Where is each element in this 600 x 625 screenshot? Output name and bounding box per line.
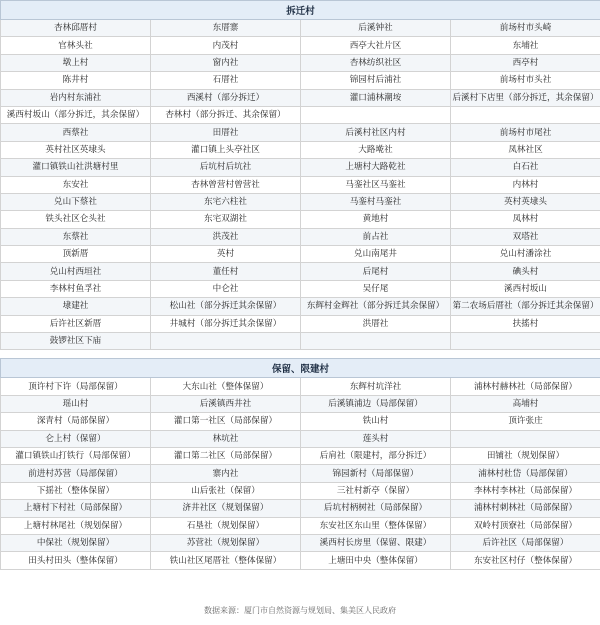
village-cell: 石垦社（规划保留） xyxy=(151,517,301,534)
table-row xyxy=(1,20,600,37)
village-cell: 东安社区村仔（整体保留） xyxy=(451,552,600,569)
village-cell: 后溪村下店里（部分拆迁，其余保留） xyxy=(451,89,600,106)
table-row xyxy=(1,106,600,123)
section-title: 保留、限建村 xyxy=(1,359,600,378)
village-cell: 东安社区东山里（整体保留） xyxy=(301,517,451,534)
table-row xyxy=(1,37,600,54)
village-cell: 顶许村下许（局部保留） xyxy=(1,378,151,395)
village-cell: 墩上村 xyxy=(1,54,151,71)
village-cell: 东厝寨 xyxy=(151,20,301,37)
village-cell: 溪西村长房里（保留、限建） xyxy=(301,534,451,551)
village-cell: 锦园村后浦社 xyxy=(301,72,451,89)
village-cell: 东蔡社 xyxy=(1,228,151,245)
village-table-body xyxy=(1,1,600,570)
village-cell: 高埔村 xyxy=(451,395,600,412)
village-cell: 瑶山村 xyxy=(1,395,151,412)
section-gap xyxy=(1,350,600,359)
village-cell: 林坑社 xyxy=(151,430,301,447)
village-cell: 中仑社 xyxy=(151,280,301,297)
village-cell: 浦林村赫林社（局部保留） xyxy=(451,378,600,395)
table-row xyxy=(1,534,600,551)
village-cell: 窗内社 xyxy=(151,54,301,71)
village-cell xyxy=(301,106,451,123)
village-cell: 田铺社（规划保留） xyxy=(451,447,600,464)
data-source-note: 数据来源：厦门市自然资源与规划局、集美区人民政府 xyxy=(204,606,396,615)
table-row xyxy=(1,430,600,447)
table-row xyxy=(1,378,600,395)
village-cell: 上塘村林尾社（规划保留） xyxy=(1,517,151,534)
village-cell: 寨内社 xyxy=(151,465,301,482)
village-cell: 西溪村（部分拆迁） xyxy=(151,89,301,106)
village-cell: 锦园新村（局部保留） xyxy=(301,465,451,482)
village-cell: 济井社区（规划保留） xyxy=(151,500,301,517)
village-cell: 后许社区（局部保留） xyxy=(451,534,600,551)
village-cell: 东宅六柱社 xyxy=(151,193,301,210)
village-cell: 大东山社（整体保留） xyxy=(151,378,301,395)
table-row xyxy=(1,176,600,193)
village-cell: 李林村李林社（局部保留） xyxy=(451,482,600,499)
village-cell: 深青村（局部保留） xyxy=(1,413,151,430)
village-cell: 白石社 xyxy=(451,159,600,176)
section-header-row xyxy=(1,1,600,20)
table-row xyxy=(1,413,600,430)
village-cell: 马銮社区马銮社 xyxy=(301,176,451,193)
table-row xyxy=(1,193,600,210)
village-cell: 下揺社（整体保留） xyxy=(1,482,151,499)
village-cell: 中保社（规划保留） xyxy=(1,534,151,551)
village-cell: 铁山村 xyxy=(301,413,451,430)
village-cell: 后溪镇西井社 xyxy=(151,395,301,412)
village-cell: 后溪钟社 xyxy=(301,20,451,37)
village-cell: 杏林村（部分拆迁、其余保留） xyxy=(151,106,301,123)
table-row xyxy=(1,141,600,158)
village-cell: 灌口浦林潮垵 xyxy=(301,89,451,106)
village-cell: 东辉村金辉社（部分拆迁其余保留） xyxy=(301,298,451,315)
village-cell: 凤林社区 xyxy=(451,141,600,158)
village-cell: 三社村新亭（保留） xyxy=(301,482,451,499)
village-cell: 顶许张庄 xyxy=(451,413,600,430)
village-cell: 陈井村 xyxy=(1,72,151,89)
village-cell: 灌口镇铁山社洪塘村里 xyxy=(1,159,151,176)
table-row xyxy=(1,54,600,71)
village-cell: 鼓锣社区下庙 xyxy=(1,333,151,350)
section-gap-cell xyxy=(1,350,600,359)
village-cell: 兑山村西垣社 xyxy=(1,263,151,280)
village-cell: 东安社 xyxy=(1,176,151,193)
village-cell: 英村 xyxy=(151,246,301,263)
section-header-row xyxy=(1,359,600,378)
village-cell: 西亭大社片区 xyxy=(301,37,451,54)
village-cell: 灌口第二社区（局部保留） xyxy=(151,447,301,464)
village-cell: 田头村田头（整体保留） xyxy=(1,552,151,569)
table-row xyxy=(1,447,600,464)
village-cell: 前进村苏营（局部保留） xyxy=(1,465,151,482)
table-row xyxy=(1,159,600,176)
village-cell: 浦林村杜岱（局部保留） xyxy=(451,465,600,482)
village-cell xyxy=(451,430,600,447)
village-cell: 上塘村下村社（局部保留） xyxy=(1,500,151,517)
village-cell: 黄地村 xyxy=(301,211,451,228)
village-cell: 后坑村柄树社（局部保留） xyxy=(301,500,451,517)
table-row xyxy=(1,517,600,534)
table-row xyxy=(1,263,600,280)
village-cell: 灌口镇铁山打铁行（局部保留） xyxy=(1,447,151,464)
village-cell: 吴仔尾 xyxy=(301,280,451,297)
village-cell: 莲头村 xyxy=(301,430,451,447)
table-row xyxy=(1,333,600,350)
village-cell: 第二农场后厝社（部分拆迁其余保留） xyxy=(451,298,600,315)
village-cell: 东辉村坑洋社 xyxy=(301,378,451,395)
village-cell: 灌口镇上头亭社区 xyxy=(151,141,301,158)
village-cell xyxy=(151,333,301,350)
village-cell xyxy=(451,106,600,123)
village-cell: 埭建社 xyxy=(1,298,151,315)
village-cell: 前场村市头社 xyxy=(451,72,600,89)
village-cell: 后尾村 xyxy=(301,263,451,280)
village-cell: 马銮村马銮社 xyxy=(301,193,451,210)
village-cell: 后溪村社区内村 xyxy=(301,124,451,141)
village-cell: 西亭村 xyxy=(451,54,600,71)
section-title: 拆迁村 xyxy=(1,1,600,20)
table-row xyxy=(1,395,600,412)
village-cell: 董任村 xyxy=(151,263,301,280)
village-cell: 岩内村东浦社 xyxy=(1,89,151,106)
village-cell: 东埔社 xyxy=(451,37,600,54)
village-cell: 杏林曾营村曾营社 xyxy=(151,176,301,193)
table-row xyxy=(1,500,600,517)
village-cell: 内茂村 xyxy=(151,37,301,54)
village-cell xyxy=(451,333,600,350)
village-cell: 杏林邱厝村 xyxy=(1,20,151,37)
village-cell: 英村英埭头 xyxy=(451,193,600,210)
village-cell: 溪西村坂山（部分拆迁，其余保留） xyxy=(1,106,151,123)
village-cell: 西蔡社 xyxy=(1,124,151,141)
village-cell: 洪厝社 xyxy=(301,315,451,332)
village-cell: 碘头村 xyxy=(451,263,600,280)
table-row xyxy=(1,124,600,141)
village-cell: 大路墘社 xyxy=(301,141,451,158)
village-cell: 官林头社 xyxy=(1,37,151,54)
village-cell: 井城村（部分拆迁其余保留） xyxy=(151,315,301,332)
village-cell: 扶搖村 xyxy=(451,315,600,332)
village-cell: 上塘村大路乾社 xyxy=(301,159,451,176)
village-cell: 李林村鱼孚社 xyxy=(1,280,151,297)
village-cell: 双岭村顶寮社（局部保留） xyxy=(451,517,600,534)
table-row xyxy=(1,246,600,263)
village-cell: 前占社 xyxy=(301,228,451,245)
table-row xyxy=(1,211,600,228)
village-cell: 铁山社区尾厝社（整体保留） xyxy=(151,552,301,569)
village-cell: 松山社（部分拆迁其余保留） xyxy=(151,298,301,315)
village-cell: 内林村 xyxy=(451,176,600,193)
table-row xyxy=(1,465,600,482)
village-cell: 石厝社 xyxy=(151,72,301,89)
village-cell: 铁头社区仑头社 xyxy=(1,211,151,228)
table-row xyxy=(1,298,600,315)
village-cell: 后溪镇浦边（局部保留） xyxy=(301,395,451,412)
village-cell: 兑山村潘涂社 xyxy=(451,246,600,263)
table-row xyxy=(1,482,600,499)
village-cell: 浦林村刺林社（局部保留） xyxy=(451,500,600,517)
village-cell: 双塔社 xyxy=(451,228,600,245)
village-cell: 溪西村坂山 xyxy=(451,280,600,297)
village-cell: 凤林村 xyxy=(451,211,600,228)
village-cell: 前场村市头崎 xyxy=(451,20,600,37)
village-cell: 灌口第一社区（局部保留） xyxy=(151,413,301,430)
village-cell: 东宅双湖社 xyxy=(151,211,301,228)
village-cell: 苏营社（规划保留） xyxy=(151,534,301,551)
village-cell: 顶新厝 xyxy=(1,246,151,263)
table-row xyxy=(1,72,600,89)
village-cell: 英村社区英埭头 xyxy=(1,141,151,158)
village-cell: 山后张社（保留） xyxy=(151,482,301,499)
village-cell: 后肩社（限建村，部分拆迁） xyxy=(301,447,451,464)
village-cell: 田厝社 xyxy=(151,124,301,141)
table-row xyxy=(1,280,600,297)
village-cell: 仑上村（保留） xyxy=(1,430,151,447)
table-row xyxy=(1,89,600,106)
table-row xyxy=(1,228,600,245)
village-cell: 洪茂社 xyxy=(151,228,301,245)
village-cell: 杏林纺织社区 xyxy=(301,54,451,71)
village-cell: 上塘田中央（整体保留） xyxy=(301,552,451,569)
table-row xyxy=(1,552,600,569)
village-cell: 兑山下蔡社 xyxy=(1,193,151,210)
village-cell: 后许社区新厝 xyxy=(1,315,151,332)
table-row xyxy=(1,315,600,332)
village-cell: 前场村市尾社 xyxy=(451,124,600,141)
village-cell: 后坑村后坑社 xyxy=(151,159,301,176)
village-cell: 兑山南尾井 xyxy=(301,246,451,263)
village-cell xyxy=(301,333,451,350)
